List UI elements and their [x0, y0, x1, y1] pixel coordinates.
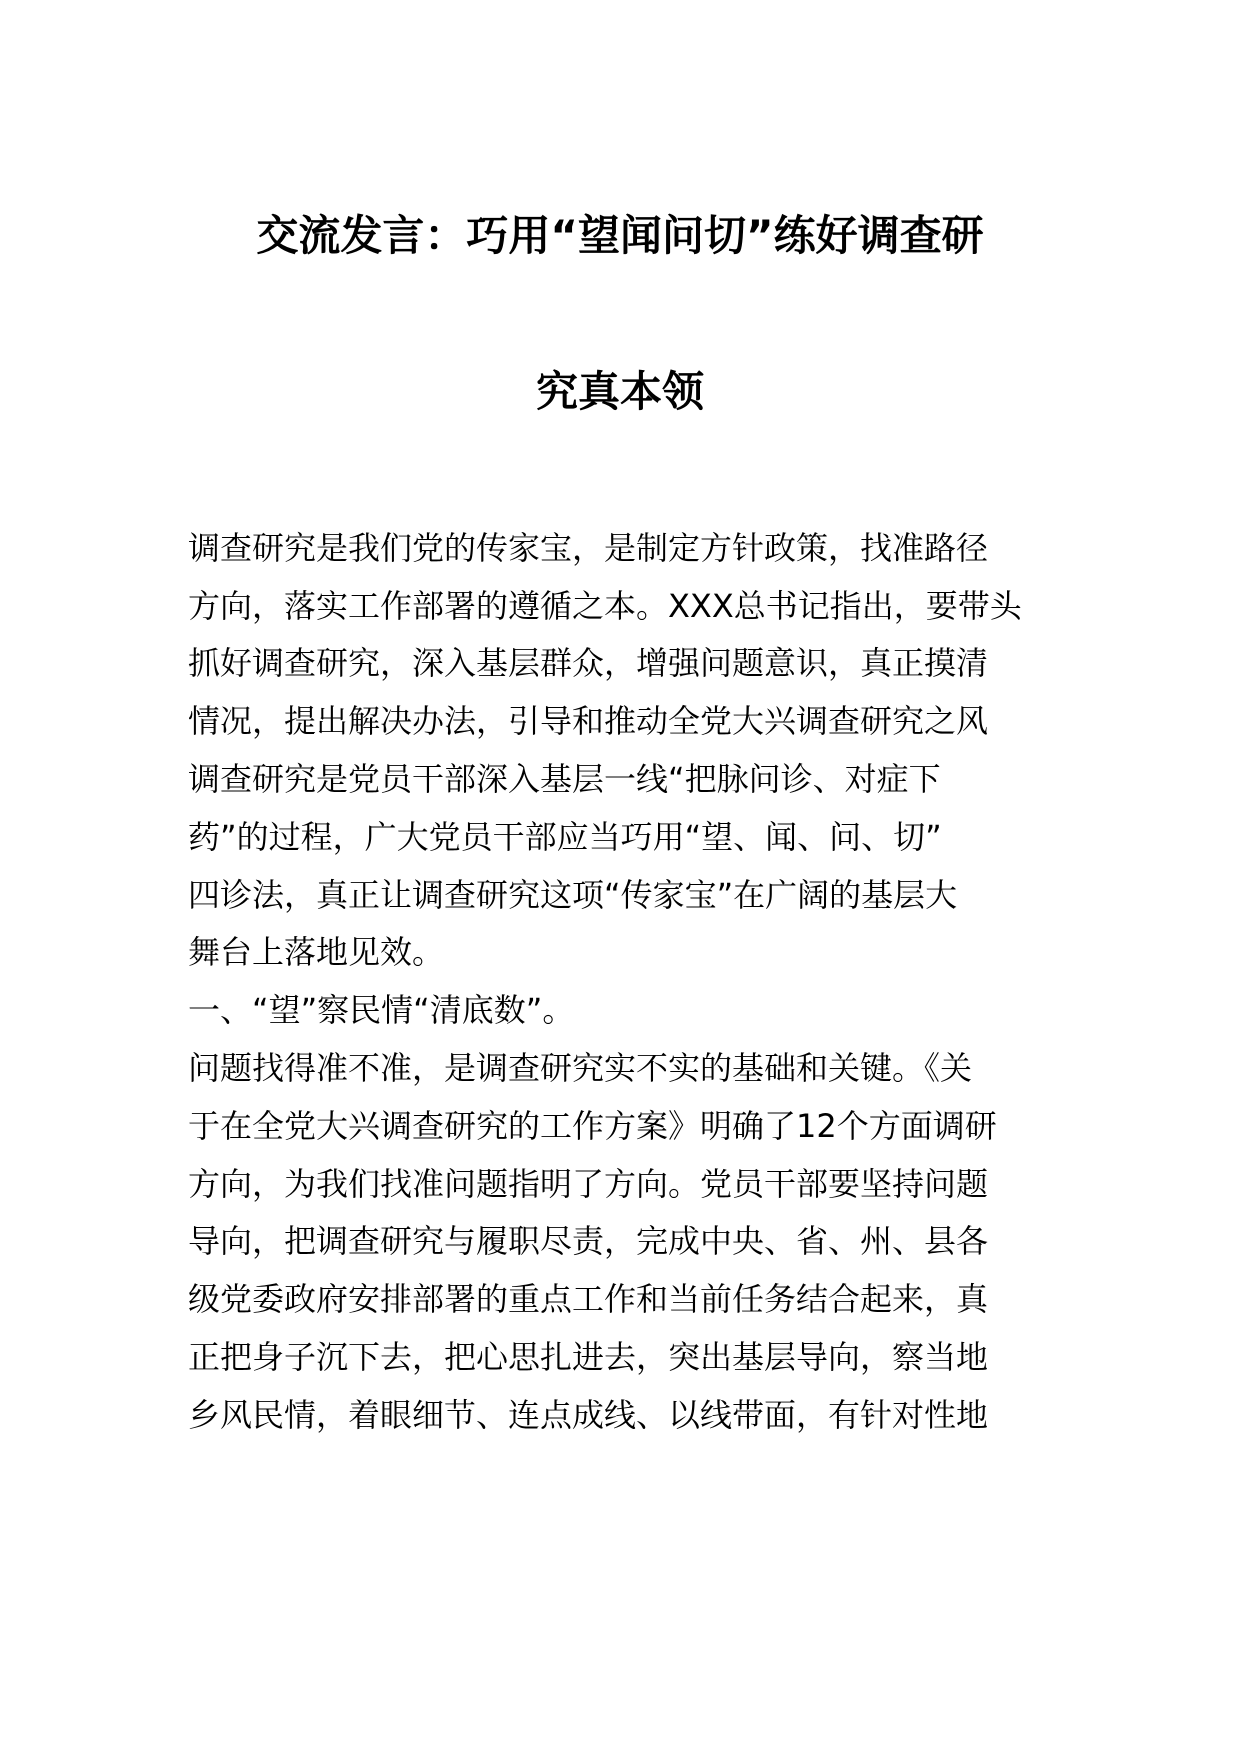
body-text-line: 调查研究是我们党的传家宝，是制定方针政策，找准路径	[188, 529, 989, 567]
body-text-line: 乡风民情，着眼细节、连点成线、以线带面，有针对性地	[188, 1396, 989, 1434]
body-text-line: 方向，落实工作部署的遵循之本。XXX总书记指出，要带头	[188, 587, 1022, 625]
body-text-line: 药”的过程，广大党员干部应当巧用“望、闻、问、切”	[188, 818, 942, 856]
body-text-line: 舞台上落地见效。	[188, 933, 445, 971]
document-title-line-2: 究真本领	[535, 367, 704, 416]
body-text-line: 于在全党大兴调查研究的工作方案》明确了12个方面调研	[188, 1107, 997, 1145]
body-text-line: 问题找得准不准，是调查研究实不实的基础和关键。《关	[188, 1049, 973, 1087]
section-heading: 一、“望”察民情“清底数”。	[188, 991, 575, 1029]
body-text-line: 抓好调查研究，深入基层群众，增强问题意识，真正摸清	[188, 644, 989, 682]
body-text-line: 调查研究是党员干部深入基层一线“把脉问诊、对症下	[188, 760, 941, 798]
body-text-line: 方向，为我们找准问题指明了方向。党员干部要坚持问题	[188, 1165, 989, 1203]
body-text-line: 正把身子沉下去，把心思扎进去，突出基层导向，察当地	[188, 1338, 989, 1376]
document-title-line-1: 交流发言：巧用“望闻问切”练好调查研	[256, 211, 984, 260]
body-text-line: 级党委政府安排部署的重点工作和当前任务结合起来，真	[188, 1280, 989, 1318]
body-text-line: 四诊法，真正让调查研究这项“传家宝”在广阔的基层大	[188, 876, 958, 914]
body-text-line: 情况，提出解决办法，引导和推动全党大兴调查研究之风	[188, 702, 989, 740]
body-text-line: 导向，把调查研究与履职尽责，完成中央、省、州、县各	[188, 1222, 989, 1260]
